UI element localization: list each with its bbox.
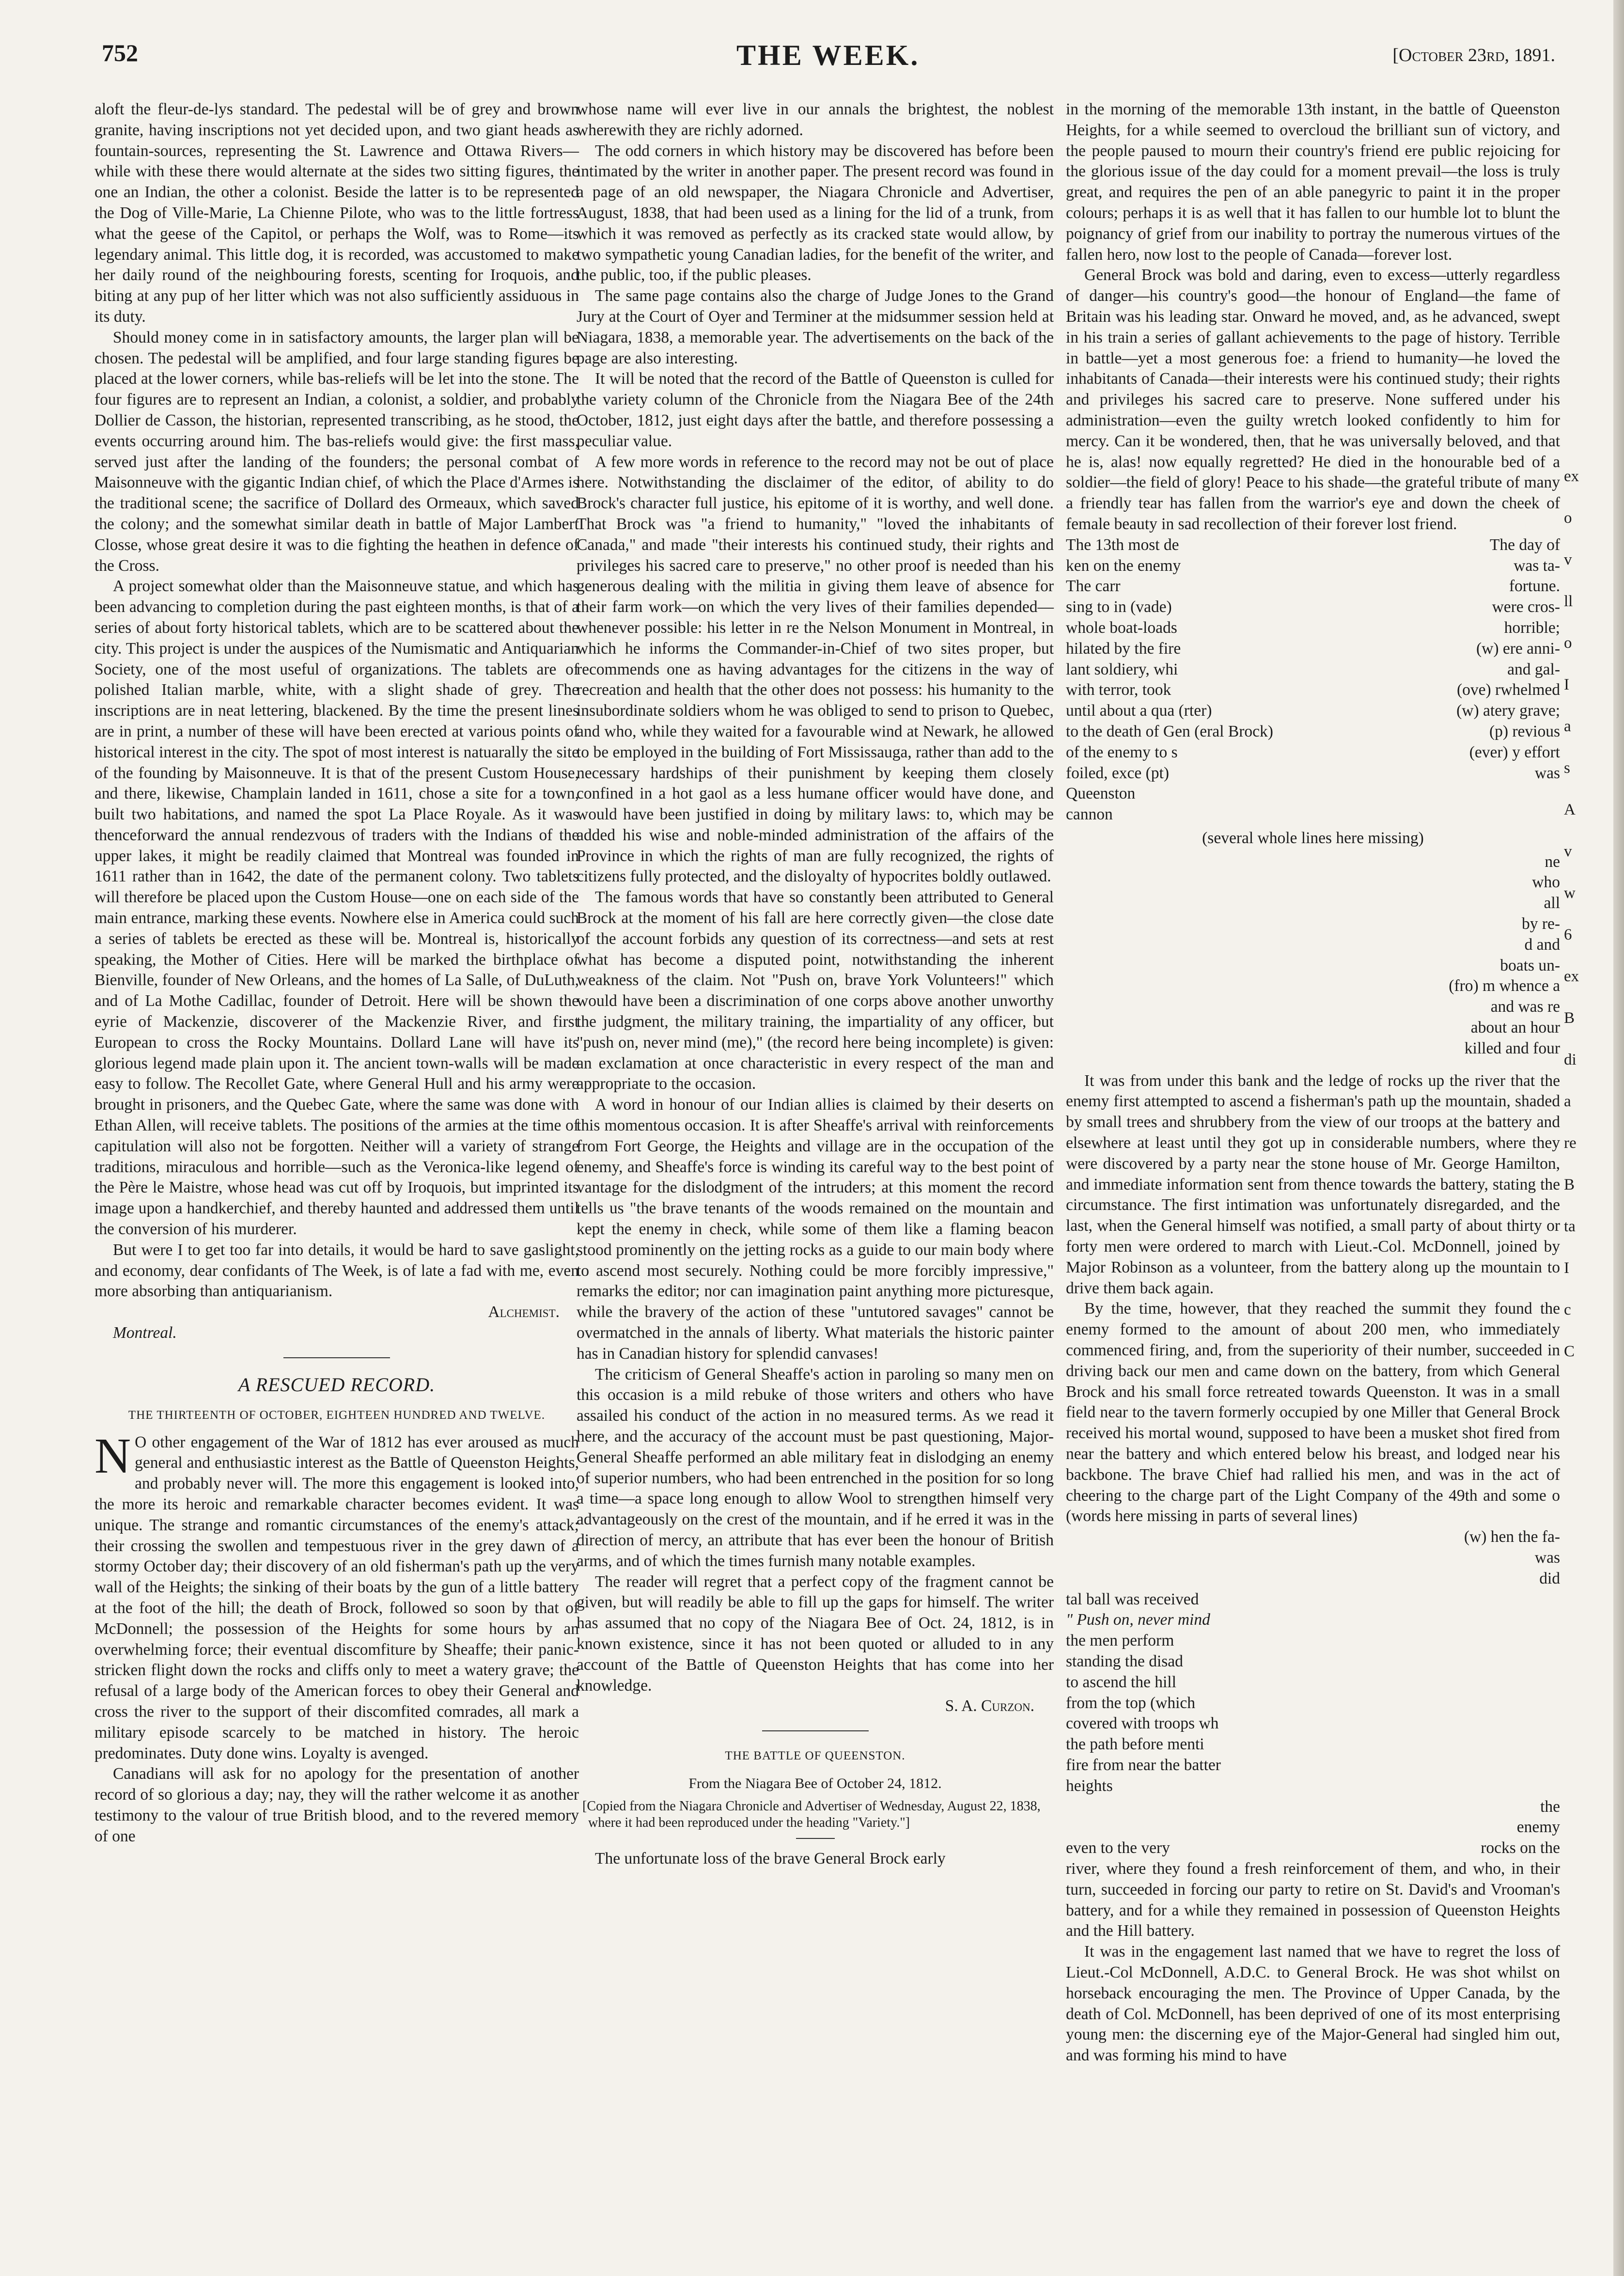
drop-cap: N: [94, 1428, 131, 1484]
missing-note: (several whole lines here missing): [1202, 829, 1424, 847]
section-title: THE BATTLE OF QUEENSTON.: [725, 1749, 906, 1763]
fragment-line: (ever) y effort: [1469, 743, 1560, 761]
fragment-right-2: [1066, 852, 1560, 1059]
divider: [796, 1838, 835, 1839]
fragment-line: re: [1564, 1134, 1577, 1152]
fragment-line: ken on the enemy: [1066, 556, 1181, 575]
fragment-line: c: [1564, 1301, 1571, 1319]
fragment-line: o: [1564, 634, 1572, 652]
source-line: From the Niagara Bee of October 24, 1812.: [688, 1775, 942, 1791]
fragment-right: [1456, 535, 1560, 825]
paragraph: aloft the fleur-de-lys standard. The pedestal will be of grey and brown granite, having inscriptions not yet decided upon, and two giant heads as fountain-sources, representing the St. Lawrence and Ottawa Rivers—while with these there would alternate at the sides two sitting figures, the one an Indian, the other a colonist. Beside the latter is to be represented the Dog of Ville-Marie, La Chienne Pilote, who was to the little fortress what the geese of the Capitol, or perhaps the Wolf, was to Rome—its legendary animal. This little dog, it is recorded, was accustomed to make her daily round of the neighbouring forests, scenting for Iroquois, and biting at any pup of her litter which was not also sufficiently assiduous in its duty.: [94, 100, 579, 326]
fragment-line: and was re: [1490, 998, 1560, 1016]
fragment-line: with terror, took: [1066, 681, 1171, 699]
paragraph: The reader will regret that a perfect copy of the fragment cannot be given, but will readily be able to fill up the gaps for himself. The writer has assumed that no copy of the Niagara Bee of Oct. 24, 1812, is in known existence, since it has not been quoted or alluded to in any account of the Battle of Queenston Heights that has come into her knowledge.: [577, 1572, 1054, 1695]
place-line: Montreal.: [113, 1324, 177, 1342]
fragment-line: whole boat-loads: [1066, 618, 1177, 637]
paragraph: The odd corners in which history may be discovered has before been intimated by the writer in another paper. The present record was found in a page of an old newspaper, the Niagara Chronicle and Advertiser, August, 1838, that had been used as a lining for the lid of a trunk, from which it was removed as perfectly as its cracked state would allow, by two sympathetic young Canadian ladies, for the benefit of the writer, and the public, too, if the public pleases.: [577, 141, 1054, 284]
fragment-line: A: [1564, 801, 1576, 818]
fragment-line: boats un-: [1500, 956, 1560, 974]
fragment-line: (fro) m whence a: [1449, 977, 1560, 995]
fragment-line: heights: [1066, 1776, 1113, 1795]
fragment-line: ex: [1564, 468, 1579, 485]
fragment-line: Queenston: [1066, 785, 1136, 803]
fragment-line: horrible;: [1504, 618, 1560, 637]
paragraph: Canadians will ask for no apology for the presentation of another record of so glorious a day; nay, they will the rather welcome it as another testimony to the valour of true British blood, and to the revered memory of one: [94, 1765, 579, 1845]
page-header: [102, 39, 1555, 78]
fragment-line: s: [1564, 759, 1570, 777]
fragment-line: was: [1534, 764, 1560, 782]
fragment-line: I: [1564, 676, 1569, 693]
fragment-line: about an hour: [1470, 1019, 1560, 1037]
divider: [762, 1730, 869, 1731]
fragment-line: The 13th most de: [1066, 535, 1179, 554]
paragraph: in the morning of the memorable 13th instant, in the battle of Queenston Heights, for a while seemed to overcloud the brilliant sun of victory, and the people paused to mourn their country's friend ere public rejoicing for the glorious issue of the day could for a moment prevail—the loss is truly great, and requires the pen of an able panegyric to paint it in the proper colours; perhaps it is as well that it has fallen to our humble lot to blunt the poignancy of grief from our inability to portray the numerous virtues of the fallen hero, now lost to the people of Canada—forever lost.: [1066, 100, 1560, 264]
opening-paragraph: N O other engagement of the War of 1812 has ever aroused as much general and enthusiastic interest as the Battle of Queenston Heights, and probably never will. The more this engagement is looked into, the more its heroic and remarkable character becomes evident. It was unique. The strange and romantic circumstances of the enemy's attack; their crossing the swollen and tempestuous river in the grey dawn of a stormy October day; their discovery of an old fisherman's path up the very wall of the Heights; the sinking of their boats by the gun of a little battery at the foot of the hill; the death of Brock, followed so soon by that of McDonnell; the possession of the Heights for some hours by an overwhelming force; their eventual discomfiture by Sheaffe; their panic-stricken flight down the rocks and cliffs only to meet a watery grave; the refusal of a large body of the American forces to obey their General and cross the river to the support of their discomfited comrades, all mark a military episode scarcely to be matched in history. The heroic predominates. Duty done wins. Loyalty is avenged.: [94, 1428, 579, 1762]
paragraph: A few more words in reference to the record may not be out of place here. Notwithstanding the disclaimer of the editor, of ability to do Brock's character full justice, his epitome of it is worthy, and well done. That Brock was "a friend to humanity," "loved the inhabitants of Canada," and made "their interests his continued study, their rights and privileges his sacred care to preserve," no other proof is needed than his generous dealing with the militia in giving them leave of absence for their farm work—on which the very lives of their families depended—whenever possible: his letter in re the Nelson Monument in Montreal, in which he informs the Commander-in-Chief of two sites proper, but recommends one as having advantages for the citizens in the way of recreation and health that the other does not possess: his humanity to the insubordinate soldiers whom he was obliged to send to prison to Quebec, and who, while they waited for a favourable wind at Newark, he allowed to be employed in the building of Fort Mississauga, rather than add to the necessary hardships of their punishment by keeping them closely confined in a hot gaol as a less humane officer would have done, and would have been justified in doing by military laws: to, which may be added his wise and noble-minded administration of the affairs of the Province in which the rights of man are fully recognized, the rights of citizens fully protected, and the disloyalty of hypocrites boldly outlawed.: [577, 453, 1054, 886]
article-title: A RESCUED RECORD.: [238, 1373, 436, 1396]
paragraph: The famous words that have so constantly been attributed to General Brock at the moment of his fall are here correctly given—the close date of the account forbids any question of its correctness—and sets at rest what has become a disputed point, notwithstanding the inherent weakness of the claim. Not "Push on, brave York Volunteers!" which would have been a discrimination of one corps above another unworthy the judgment, the military training, the impartiality of any officer, but "push on, never mind (me)," (the record here being incomplete) is given: an exclamation at once characteristic in every respect of the man and appropriate to the occasion.: [577, 888, 1054, 1093]
fragment-line: killed and four: [1464, 1039, 1560, 1057]
fragment-line: The carr: [1066, 577, 1121, 596]
paragraph: The unfortunate loss of the brave General Brock early: [595, 1849, 946, 1868]
column-3: [1066, 99, 1560, 2066]
fragment-line: sing to in (vade): [1066, 598, 1172, 616]
fragment-line: standing the disad: [1066, 1652, 1183, 1670]
fragment-line: ta: [1564, 1218, 1576, 1235]
fragment-line: (w) ere anni-: [1476, 639, 1560, 658]
fragment-line: who: [1532, 873, 1560, 892]
fragment-line: did: [1539, 1569, 1560, 1587]
fragment-line: a: [1564, 718, 1571, 735]
fragment-line: (ove) rwhelmed: [1456, 681, 1560, 699]
fragment-line: fire from near the batter: [1066, 1756, 1221, 1774]
fragment-line: foiled, exce (pt): [1066, 764, 1169, 782]
fragment-line: ll: [1564, 593, 1573, 610]
fragment-line: by re-: [1521, 915, 1560, 933]
fragment-line: 6: [1564, 926, 1572, 943]
fragment-line: covered with troops wh: [1066, 1714, 1219, 1733]
source-note: [Copied from the Niagara Chronicle and Advertiser of Wednesday, August 22, 1838, where it had been reproduced under the heading "Variety."]: [582, 1798, 1041, 1830]
fragment-line: C: [1564, 1343, 1575, 1360]
fragment-line: the path before menti: [1066, 1735, 1204, 1754]
issue-date: [October 23rd, 1891.: [1392, 45, 1555, 65]
paragraph: river, where they found a fresh reinforcement of them, and who, in their turn, succeeded in forcing our party to retire on St. David's and Vrooman's battery, and for a while they remained in possession of Queenston Heights and the Hill battery.: [1066, 1859, 1560, 1940]
fragment-line: ex: [1564, 968, 1579, 985]
paragraph: It was from under this bank and the ledge of rocks up the river that the enemy first attempted to ascend a fisherman's path up the mountain, shaded by small trees and shrubbery from the view of our troops at the battery and elsewhere at least until they got up in considerable numbers, where they were discovered by a party near the stone house of Mr. George Hamilton, and immediate information sent from thence towards the battery, stating the circumstance. The first intimation was unfortunately disregarded, and the last, when the General himself was notified, a small party of about thirty or forty men were ordered to march with Lieut.-Col. McDonnell, joined by Major Robinson as a volunteer, from the battery along up the mountain to drive them back again.: [1066, 1071, 1560, 1297]
fragment-line: lant soldiery, whi: [1066, 660, 1178, 678]
page-gutter-shadow: [1613, 0, 1624, 2276]
fragment-line: I: [1564, 1259, 1569, 1277]
page-number: 752: [102, 39, 138, 66]
divider: [283, 1357, 390, 1358]
column-2: [577, 99, 1054, 1869]
fragment-line: tal ball was received: [1066, 1590, 1199, 1608]
fragment-left-2: [1066, 1589, 1560, 1797]
fragment-line: o: [1564, 509, 1572, 527]
fragment-line: cannon: [1066, 805, 1113, 824]
fragment-line: a: [1564, 1093, 1571, 1110]
fragment-line: was: [1534, 1548, 1560, 1567]
fragment-line: v: [1564, 551, 1572, 568]
fragment-block: [1066, 535, 1560, 825]
paragraph: But were I to get too far into details, it would be hard to save gaslight, and economy, dear confidants of The Week, is of late a fad with me, even more absorbing than antiquarianism.: [94, 1240, 579, 1301]
fragment-line: hilated by the fire: [1066, 639, 1181, 658]
paragraph: It will be noted that the record of the Battle of Queenston is culled for the variety column of the Chronicle from the Niagara Bee of the 24th October, 1812, just eight days after the battle, and therefore possessing a peculiar value.: [577, 370, 1054, 450]
fragment-line: B: [1564, 1009, 1575, 1027]
fragment-line: (w) hen the fa-: [1464, 1528, 1560, 1546]
paragraph: General Brock was bold and daring, even to excess—utterly regardless of danger—his country's good—the honour of England—the fame of Britain was his leading star. Onward he moved, and, as he advanced, swept in his train a series of gallant achievements to the page of history. Terrible in battle—yet a most generous foe: a friend to humanity—he loved the inhabitants of Canada—their interests were his continued study; their rights and privileges his sacred care to preserve. None suffered under his administration—even the guilty wretch looked confidently to him for mercy. Can it be wondered, then, that he was universally beloved, and that he is, alas! now equally regretted? He died in the honourable bed of a soldier—the field of glory! Peace to his shade—the grateful tribute of many a friendly tear has fallen from the warrior's eye and down the cheek of female beauty in sad recollection of their forever lost friend.: [1066, 266, 1560, 533]
fragment-line: were cros-: [1492, 598, 1560, 616]
article-subtitle: THE THIRTEENTH OF OCTOBER, EIGHTEEN HUNDRED AND TWELVE.: [128, 1408, 546, 1422]
masthead-title: THE WEEK.: [736, 39, 920, 71]
fragment-line: ne: [1545, 852, 1560, 871]
fragment-line: until about a qua (rter): [1066, 702, 1212, 720]
paragraph: By the time, however, that they reached the summit they found the enemy formed to the amount of about 200 men, who immediately commenced firing, and, from the superiority of their number, succeeded in driving back our men and came down on the battery, from which General Brock and his small force retreated towards Queenston. It was in a small field near to the tavern formerly occupied by one Miller that General Brock received his mortal wound, supposed to have been a musket shot fired from near the battery and which entered below his breast, and lodged near his backbone. The brave Chief had rallied his men, and was in the act of cheering to the charge part of the Light Company of the 49th and some o (words here missing in parts of several lines): [1066, 1300, 1560, 1525]
paragraph: A word in honour of our Indian allies is claimed by their deserts on this momentous occasion. It is after Sheaffe's arrival with reinforcements from Fort George, the Heights and village are in the occupation of the enemy, and Sheaffe's force is winding its careful way to the best point of vantage for the dislodgment of the intruders; at this moment the record tells us "the brave tenants of the woods remained on the mountain and kept the enemy in check, while some of them like a flaming beacon stood prominently on the jetting rocks as a guide to our main body where to ascend most securely. Nothing could be more forcibly impressive," remarks the editor; nor can imagination paint anything more picturesque, while the bravery of the action of these "untutored savages" cannot be overmatched in the annals of liberty. What materials the historic painter has in Canadian history for splendid canvases!: [577, 1096, 1054, 1363]
paragraph: The criticism of General Sheaffe's action in paroling so many men on this occasion is a mild rebuke of those writers and others who have assailed his conduct of the action in no measured terms. As we read it here, and the accuracy of the account must be past questioning, Major-General Sheaffe performed an able military feat in dislodging an enemy of superior numbers, who had been entrenched in the position for so long a time—a space long enough to allow Wool to strengthen himself very advantageously on the crest of the mountain, and if he erred it was in the direction of mercy, an attribute that has ever been the honour of British arms, and of which the times furnish many notable examples.: [577, 1365, 1054, 1570]
fragment-line: the men perform: [1066, 1632, 1174, 1650]
fragment-line: " Push on, never mind: [1066, 1611, 1210, 1629]
paragraph: The same page contains also the charge of Judge Jones to the Grand Jury at the Court of Oyer and Terminer at the midsummer session held at Niagara, 1838, a memorable year. The advertisements on the back of the page are also interesting.: [577, 287, 1054, 367]
fragment-line: v: [1564, 843, 1572, 860]
fragment-line: all: [1544, 894, 1560, 912]
paragraph: A project somewhat older than the Maisonneuve statue, and which has been advancing to completion during the past eighteen months, is that of a series of about forty historical tablets, which are to be scattered about the city. This project is under the auspices of the Numismatic and Antiquarian Society, one of the most useful of organizations. The tablets are of polished Italian marble, white, with a slight shade of grey. The inscriptions are in neat lettering, blackened. By the time the present lines are in print, a number of these will have been erected at various points of historical interest in the city. The spot of most interest is natuarally the site of the founding by Maisonneuve. It is that of the present Custom House, and there, likewise, Champlain landed in 1611, chose a site for a town, built two habitations, and named the spot La Place Royale. As it was thenceforward the annual rendezvous of traders with the Indians of the upper lakes, it might be readily claimed that Montreal was founded in 1611 rather than in 1642, the date of the permanent colony. Two tablets will therefore be placed upon the Custom House—one on each side of the main entrance, marking these events. Nowhere else in America could such a series of tablets be erected as these will be. Montreal is, historically speaking, the Mother of Cities. Here will be marked the birthplace of Bienville, founder of New Orleans, and the homes of La Salle, of DuLuth, and of La Mothe Cadillac, founder of Detroit. Here will be shown the eyrie of Mackenzie, discoverer of the Mackenzie River, and first European to cross the Rocky Mountains. Dollard Lane will have its glorious legend made plain upon it. The ancient town-walls will be made easy to follow. The Recollet Gate, where General Hull and his army were brought in prisoners, and the Quebec Gate, where the same was done with Ethan Allen, will receive tablets. The positions of the armies at the time of capitulation will also not be forgotten. Neither will a variety of strange traditions, miraculous and horrible—such as the Veronica-like legend of the Père le Maistre, whose head was cut off by Iroquois, but imprinted its image upon a handkerchief, and thereby haunted and addressed them until the conversion of his murderer.: [94, 577, 579, 1239]
fragment-line: the: [1540, 1797, 1560, 1816]
fragment-line: was ta-: [1514, 556, 1560, 575]
fragment-line: di: [1564, 1051, 1577, 1068]
adjacent-page-edge-text: [1564, 455, 1578, 1372]
fragment-line: The day of: [1489, 535, 1560, 554]
fragment-line: B: [1564, 1176, 1575, 1193]
signature-line: [94, 1302, 579, 1323]
signature: Alchemist.: [488, 1303, 560, 1321]
fragment-line: to ascend the hill: [1066, 1673, 1176, 1691]
fragment-line: of the enemy to s: [1066, 743, 1178, 761]
fragment-line: fortune.: [1509, 577, 1560, 596]
paragraph: Should money come in in satisfactory amounts, the larger plan will be chosen. The pedestal will be amplified, and four large standing figures be placed at the lower corners, while bas-reliefs will be let into the stone. The four figures are to represent an Indian, a colonist, a soldier, and probably Dollier de Casson, the historian, represented transcribing, as he stood, the events occurring around him. The bas-reliefs would give: the first mass, served just after the landing of the founders; the personal combat of Maisonneuve with the gigantic Indian chief, of which the Place d'Armes is the traditional scene; the sacrifice of Dollard des Ormeaux, which saved the colony; and the somewhat similar death in battle of Major Lambert Closse, whose great desire it was to die fighting the heathen in defence of the Cross.: [94, 328, 579, 575]
column-1: [94, 99, 579, 1847]
fragment-line: even to the very rocks on the: [1066, 1839, 1560, 1857]
paragraph: whose name will ever live in our annals the brightest, the noblest wherewith they are richly adorned.: [577, 100, 1054, 139]
signature-line: [577, 1696, 1054, 1717]
fragment-left: [1066, 535, 1273, 825]
paragraph: It was in the engagement last named that we have to regret the loss of Lieut.-Col McDonnell, A.D.C. to General Brock. He was shot whilst on horseback encouraging the men. The Province of Upper Canada, by the death of Col. McDonnell, has been deprived of one of its most enterprising young men: the discerning eye of the Major-General had singled him out, and was forming his mind to have: [1066, 1943, 1560, 2065]
fragment-line: (w) atery grave;: [1456, 702, 1560, 720]
fragment-line: and gal-: [1507, 660, 1560, 678]
fragment-line: from the top (which: [1066, 1694, 1196, 1712]
signature: S. A. Curzon.: [945, 1697, 1034, 1715]
fragment-line: d and: [1524, 935, 1560, 954]
fragment-line: enemy: [1516, 1818, 1560, 1836]
fragment-line: w: [1564, 884, 1576, 902]
fragment-line: to the death of Gen (eral Brock): [1066, 722, 1273, 740]
fragment-line: (p) revious: [1489, 722, 1560, 740]
